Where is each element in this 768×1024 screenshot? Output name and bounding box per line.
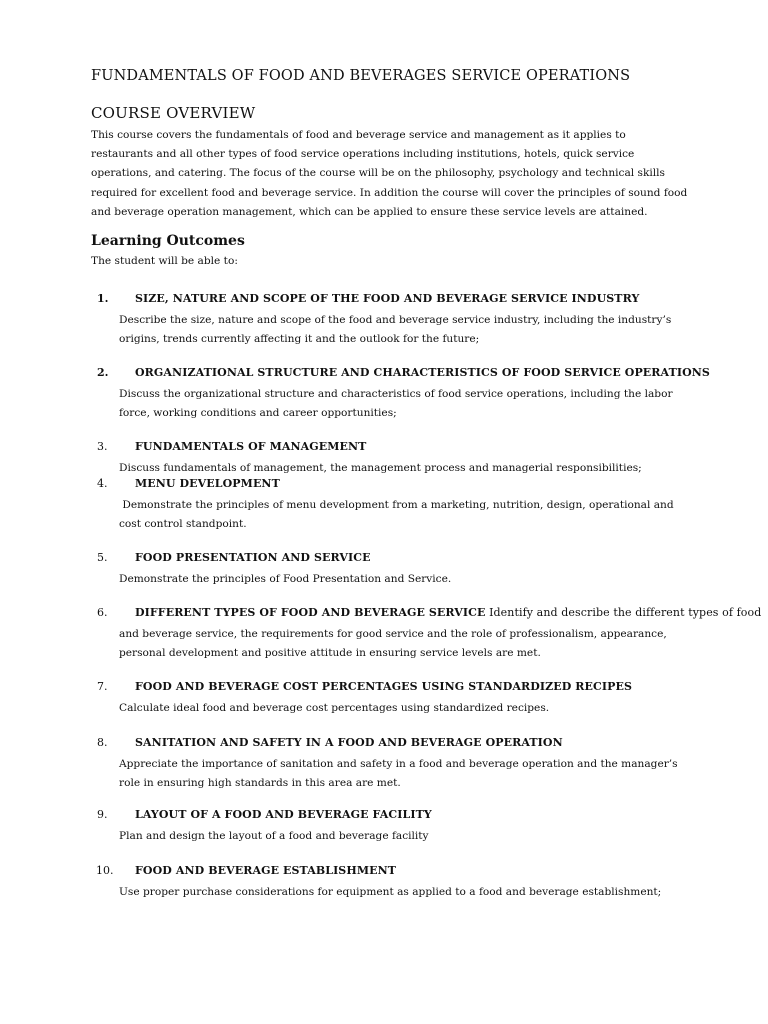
outcome-number: 9. <box>97 808 108 821</box>
outcome-number: 5. <box>97 551 108 564</box>
learning-outcomes-intro: The student will be able to: <box>91 255 238 267</box>
outcome-number: 8. <box>97 736 108 749</box>
outcome-description: Describe the size, nature and scope of the food and beverage service industry, including the industry’s origins, trends currently affecting it and the outlook for the future; <box>119 314 672 345</box>
outcome-description: Calculate ideal food and beverage cost percentages using standardized recipes. <box>119 702 550 714</box>
outcome-description: Demonstrate the principles of Food Presentation and Service. <box>119 573 452 585</box>
outcome-title-line <box>135 606 761 619</box>
outcome-description: Appreciate the importance of sanitation and safety in a food and beverage operation and the manager’s role in ensuring high standards in this area are met. <box>119 758 678 789</box>
outcome-title: FOOD PRESENTATION AND SERVICE <box>135 551 371 564</box>
course-overview-heading: COURSE OVERVIEW <box>91 104 256 122</box>
outcome-title: FUNDAMENTALS OF MANAGEMENT <box>135 440 367 453</box>
document-title: FUNDAMENTALS OF FOOD AND BEVERAGES SERVICE OPERATIONS <box>91 68 631 84</box>
outcome-description: Plan and design the layout of a food and beverage facility <box>119 830 429 842</box>
outcome-title: SIZE, NATURE AND SCOPE OF THE FOOD AND BEVERAGE SERVICE INDUSTRY <box>135 292 640 305</box>
outcome-description: Demonstrate the principles of menu development from a marketing, nutrition, design, operational and cost control standpoint. <box>119 499 678 530</box>
outcome-title: MENU DEVELOPMENT <box>135 477 280 490</box>
outcome-description-start: Identify and describe the different types of food <box>485 606 762 619</box>
outcome-number: 3. <box>97 440 108 453</box>
outcome-number: 2. <box>97 366 109 379</box>
outcome-number: 10. <box>96 864 114 877</box>
outcome-title: FOOD AND BEVERAGE ESTABLISHMENT <box>135 864 397 877</box>
outcome-title: FOOD AND BEVERAGE COST PERCENTAGES USING STANDARDIZED RECIPES <box>135 680 633 693</box>
outcome-description: and beverage service, the requirements for good service and the role of professionalism, appearance, personal development and positive attitude in ensuring service levels are met. <box>119 628 667 659</box>
outcome-title: DIFFERENT TYPES OF FOOD AND BEVERAGE SERVICE <box>135 606 486 619</box>
outcome-number: 1. <box>97 292 109 305</box>
outcome-description: Discuss fundamentals of management, the management process and managerial responsibilities; <box>119 462 642 474</box>
outcome-number: 4. <box>97 477 108 490</box>
learning-outcomes-heading: Learning Outcomes <box>91 233 245 249</box>
course-overview-text: This course covers the fundamentals of food and beverage service and management as it applies to restaurants and all other types of food service operations including institutions, hotels, quick service operations, and catering. The focus of the course will be on the philosophy, psychology and technical skills required for excellent food and beverage service. In addition the course will cover the principles of sound food and beverage operation management, which can be applied to ensure these service levels are attained. <box>91 129 688 218</box>
outcome-description: Discuss the organizational structure and characteristics of food service operations, including the labor force, working conditions and career opportunities; <box>119 388 673 419</box>
outcome-title: SANITATION AND SAFETY IN A FOOD AND BEVERAGE OPERATION <box>135 736 563 749</box>
outcome-title: ORGANIZATIONAL STRUCTURE AND CHARACTERISTICS OF FOOD SERVICE OPERATIONS <box>135 366 710 379</box>
outcome-title: LAYOUT OF A FOOD AND BEVERAGE FACILITY <box>135 808 432 821</box>
outcome-description: Use proper purchase considerations for equipment as applied to a food and beverage establishment; <box>119 886 662 898</box>
outcome-number: 7. <box>97 680 108 693</box>
outcome-number: 6. <box>97 606 108 619</box>
